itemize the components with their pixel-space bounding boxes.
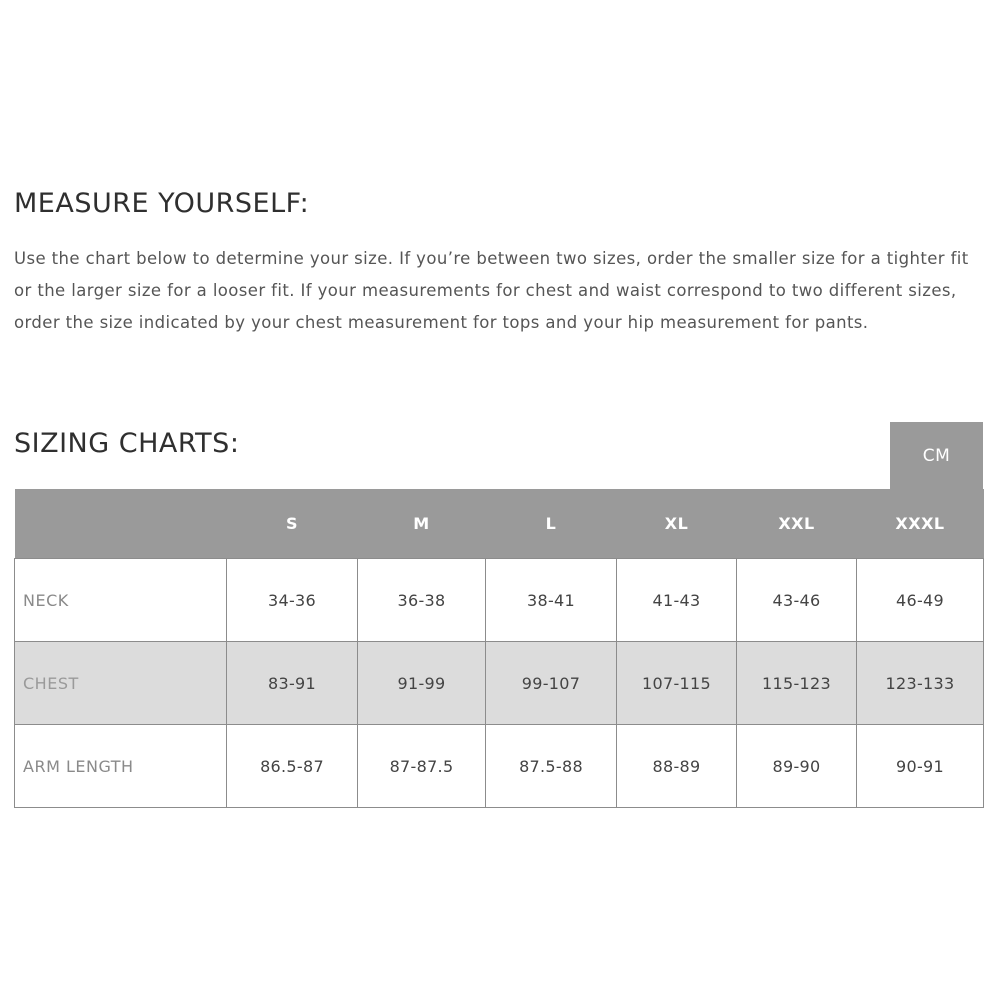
table-cell: 107-115 — [617, 642, 737, 725]
table-cell: 90-91 — [857, 725, 984, 808]
table-row-neck — [15, 559, 984, 642]
table-cell: 46-49 — [857, 559, 984, 642]
table-cell: 91-99 — [358, 642, 486, 725]
table-cell: 99-107 — [486, 642, 617, 725]
sizing-table — [14, 489, 984, 808]
table-row-chest — [15, 642, 984, 725]
sizing-charts-heading: SIZING CHARTS: — [14, 428, 240, 459]
table-cell: 89-90 — [737, 725, 857, 808]
table-cell: 43-46 — [737, 559, 857, 642]
size-header-xxl: XXL — [737, 489, 857, 559]
table-cell: 34-36 — [227, 559, 358, 642]
table-cell: 38-41 — [486, 559, 617, 642]
size-header-xl: XL — [617, 489, 737, 559]
table-header-row — [15, 489, 984, 559]
table-cell: 87-87.5 — [358, 725, 486, 808]
table-cell: 87.5-88 — [486, 725, 617, 808]
table-cell: 41-43 — [617, 559, 737, 642]
table-row-arm-length — [15, 725, 984, 808]
measure-instructions: Use the chart below to determine your size. If you’re between two sizes, order the smaller size for a tighter fit or the larger size for a looser fit. If your measurements for chest and waist correspond to two different sizes, order the size indicated by your chest measurement for tops and your hip measurement for pants. — [14, 249, 969, 332]
table-cell: 123-133 — [857, 642, 984, 725]
header-corner — [15, 489, 227, 559]
size-header-xxxl: XXXL — [857, 489, 984, 559]
row-label-chest: CHEST — [15, 642, 227, 725]
table-cell: 115-123 — [737, 642, 857, 725]
size-header-l: L — [486, 489, 617, 559]
unit-tab-cm[interactable]: CM — [890, 422, 983, 490]
row-label-arm-length: ARM LENGTH — [15, 725, 227, 808]
table-cell: 83-91 — [227, 642, 358, 725]
size-header-s: S — [227, 489, 358, 559]
table-cell: 86.5-87 — [227, 725, 358, 808]
size-header-m: M — [358, 489, 486, 559]
row-label-neck: NECK — [15, 559, 227, 642]
measure-yourself-heading: MEASURE YOURSELF: — [14, 188, 310, 219]
table-cell: 36-38 — [358, 559, 486, 642]
table-cell: 88-89 — [617, 725, 737, 808]
